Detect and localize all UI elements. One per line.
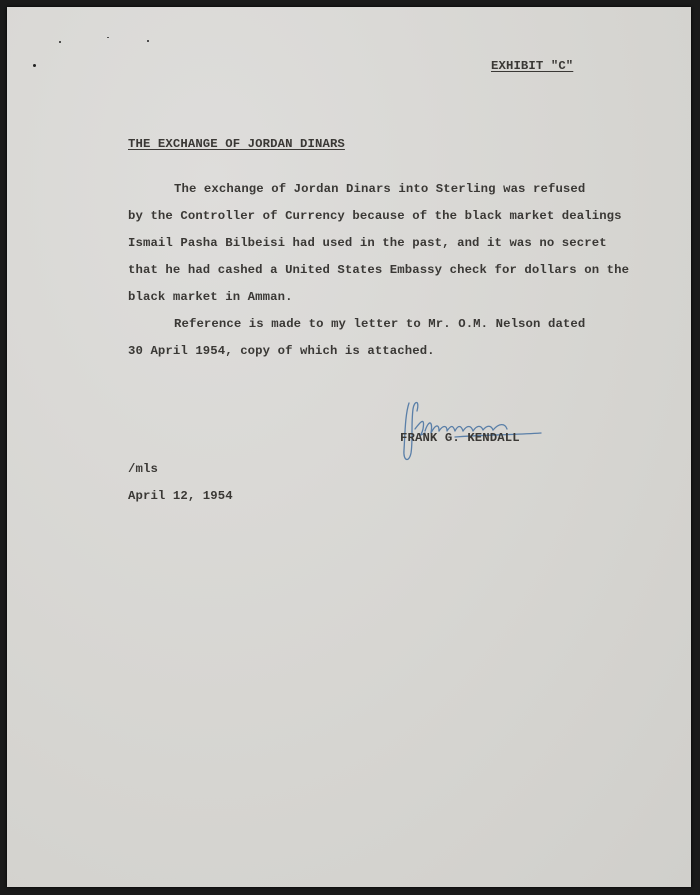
typist-initials: /mls	[128, 462, 158, 476]
document-page	[7, 7, 691, 887]
text-line: Ismail Pasha Bilbeisi had used in the past, and it was no secret	[128, 236, 607, 250]
text-line: The exchange of Jordan Dinars into Sterling was refused	[174, 182, 586, 196]
text-line: 30 April 1954, copy of which is attached.	[128, 344, 435, 358]
exhibit-label: EXHIBIT "C"	[491, 59, 574, 73]
paper-speck	[147, 40, 149, 42]
document-date: April 12, 1954	[128, 489, 233, 503]
text-line: black market in Amman.	[128, 290, 293, 304]
paper-speck	[107, 37, 109, 38]
text-line: that he had cashed a United States Embassy check for dollars on the	[128, 263, 630, 277]
paper-speck	[59, 41, 61, 43]
paper-speck	[33, 64, 36, 67]
text-line: Reference is made to my letter to Mr. O.M. Nelson dated	[174, 317, 586, 331]
document-heading: THE EXCHANGE OF JORDAN DINARS	[128, 137, 345, 151]
text-line: by the Controller of Currency because of the black market dealings	[128, 209, 622, 223]
signer-name: FRANK G. KENDALL	[400, 431, 520, 445]
